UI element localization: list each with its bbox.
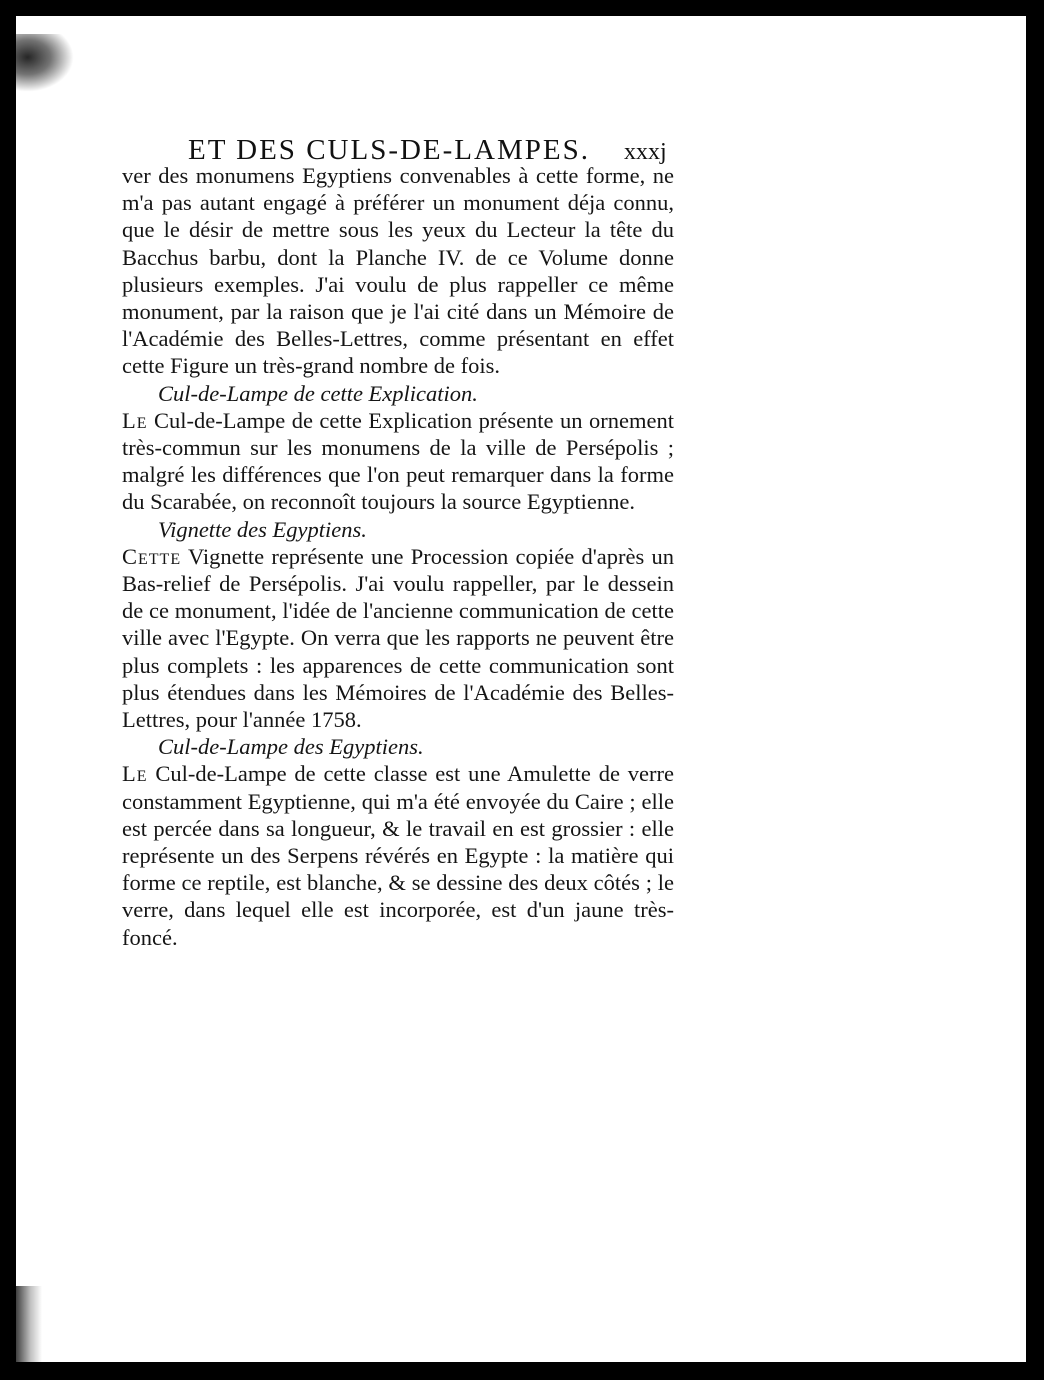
scanned-page xyxy=(16,16,1026,1362)
section-heading-cul-de-lampe-egyptiens: Cul-de-Lampe des Egyptiens. xyxy=(158,734,424,760)
continuation-paragraph: ver des monumens Egyptiens convenables à cette forme, ne m'a pas autant engagé à préférer un monument déja connu, que le désir de mettre sous les yeux du Lecteur la tête du Bacchus barbu, dont la Planche IV. de ce Volume donne plusieurs exemples. J'ai voulu de plus rappeller ce même monument, par la raison que je l'ai cité dans un Mémoire de l'Académie des Belles-Lettres, comme présentant en effet cette Figure un très-grand nombre de fois. xyxy=(122,163,674,379)
paragraph-text: Cul-de-Lampe de cette classe est une Amulette de verre constamment Egyptienne, qui m'a été envoyée du Caire ; elle est percée dans sa longueur, & le travail en est grossier : elle représente un des Serpens révérés en Egypte : la matière qui forme ce reptile, est blanche, & se dessine des deux côtés ; le verre, dans lequel elle est incorporée, est d'un jaune très-foncé. xyxy=(122,761,674,950)
section-heading-vignette-egyptiens: Vignette des Egyptiens. xyxy=(158,516,367,542)
lead-word: Le xyxy=(122,761,148,787)
section-heading-cul-de-lampe-explication: Cul-de-Lampe de cette Explication. xyxy=(158,380,478,406)
paragraph-vignette-egyptiens xyxy=(122,543,674,733)
paragraph-text: Cul-de-Lampe de cette Explication présente un ornement très-commun sur les monumens de la ville de Persépolis ; malgré les différences que l'on peut remarquer dans la forme du Scarabée, on reconnoît toujours la source Egyptienne. xyxy=(122,407,674,515)
page-number: xxxj xyxy=(624,139,667,165)
lead-word: Le xyxy=(122,407,148,433)
body-text xyxy=(122,162,674,951)
lead-word: Cette xyxy=(122,543,182,569)
scan-shadow-top-left xyxy=(16,34,74,92)
scan-shadow-bottom-left xyxy=(16,1286,42,1362)
paragraph-cul-de-lampe-egyptiens xyxy=(122,760,674,950)
running-title: ET DES CULS-DE-LAMPES. xyxy=(188,134,590,166)
paragraph-text: Vignette représente une Procession copiée d'après un Bas-relief de Persépolis. J'ai voulu rappeller, par le dessein de ce monument, l'idée de l'ancienne communication de cette ville avec l'Egypte. On verra que les rapports ne peuvent être plus complets : les apparences de cette communication sont plus étendues dans les Mémoires de l'Académie des Belles-Lettres, pour l'année 1758. xyxy=(122,543,674,733)
paragraph-cul-de-lampe-explication xyxy=(122,407,674,516)
